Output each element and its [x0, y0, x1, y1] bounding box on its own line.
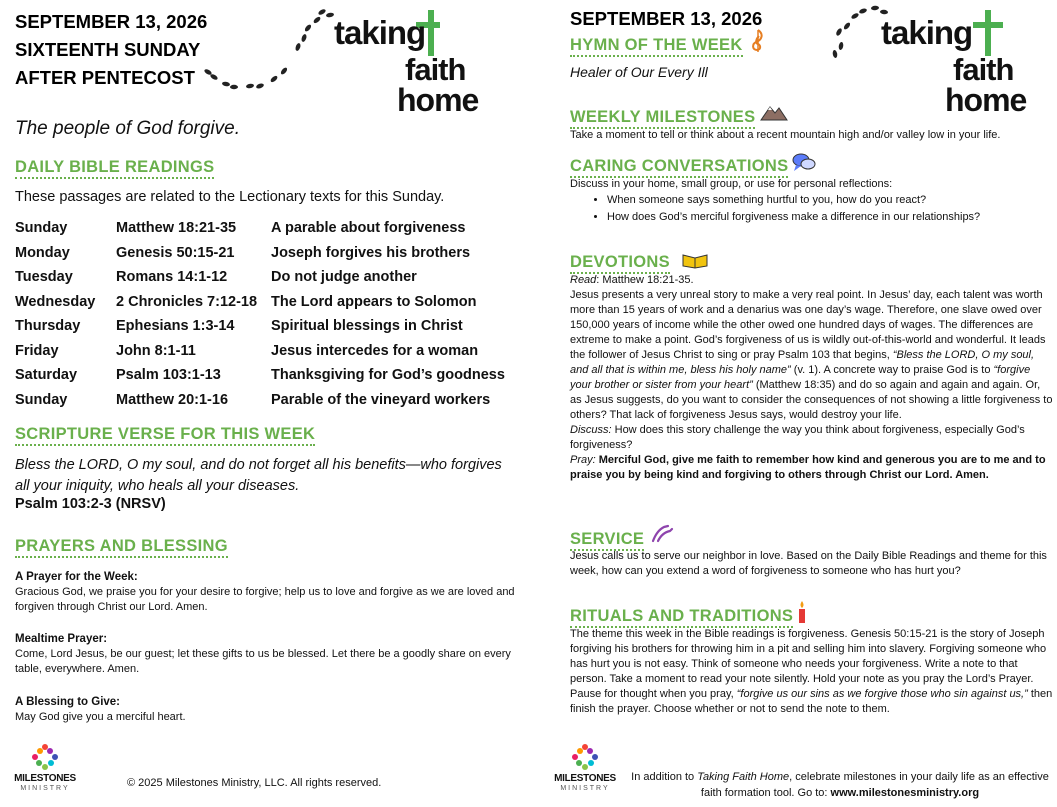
scripture-reference: Psalm 103:2-3 (NRSV): [15, 496, 166, 512]
rituals-part: then finish the prayer. Choose whether or not to send the note to them.: [570, 688, 1053, 715]
section-title-verse: SCRIPTURE VERSE FOR THIS WEEK: [15, 424, 315, 446]
header-date-block: [15, 8, 207, 92]
discuss-text: How does this story challenge the way you think about forgiveness, especially God’s forgiveness?: [570, 424, 1025, 451]
devotion-part: (v. 1). A concrete way to praise God is to: [793, 364, 991, 376]
read-ref: Matthew 18:21-35.: [602, 274, 694, 286]
logo-word-home: home: [397, 82, 479, 118]
candle-icon: [796, 600, 808, 624]
blessing-heading: A Blessing to Give:: [15, 696, 121, 708]
caring-intro: Discuss in your home, small group, or use for personal reflections:: [570, 178, 893, 190]
table-row: [15, 314, 505, 339]
caring-list: [607, 193, 1053, 225]
footer-part: , celebrate milestones in your daily life as an effective faith formation tool. Go to:: [700, 771, 1049, 799]
prayer-week-heading: A Prayer for the Week:: [15, 571, 138, 583]
reading-ref: Matthew 18:21-35: [116, 220, 237, 237]
reading-ref: Romans 14:1-12: [116, 269, 228, 286]
logo-word-taking: taking: [881, 14, 973, 51]
milestones-flower-icon: [550, 743, 620, 773]
section-title-milestones: WEEKLY MILESTONES: [570, 107, 755, 129]
devotion-part: (Matthew 18:35) and do so again and again and again. Or, as Jesus suggests, do you want to consider the consequences of not showing a little forgiveness to others? That lack of forgiveness Jesus says, would destroy your life.: [570, 379, 1053, 421]
blessing-text: May God give you a merciful heart.: [15, 711, 186, 723]
reading-desc: The Lord appears to Solomon: [271, 293, 477, 310]
section-title-service: SERVICE: [570, 529, 644, 551]
mealtime-prayer-block: [15, 632, 520, 677]
milestones-name: MILESTONES: [554, 773, 616, 784]
reading-day: Monday: [15, 244, 70, 261]
reading-desc: Do not judge another: [271, 269, 417, 286]
weekly-theme: The people of God forgive.: [15, 118, 240, 139]
readings-table: [15, 216, 505, 412]
reading-day: Sunday: [15, 220, 68, 237]
milestones-ministry-logo: [10, 743, 80, 801]
section-title-caring: CARING CONVERSATIONS: [570, 156, 788, 178]
discuss-line: [570, 423, 1053, 453]
serving-hands-icon: [650, 523, 674, 545]
list-item: • How does God’s merciful forgiveness make a difference in our relationships?: [607, 210, 1053, 225]
service-text: Jesus calls us to serve our neighbor in love. Based on the Daily Bible Readings and theme for this week, how can you extend a word of forgiveness to someone who has hurt you?: [570, 550, 1047, 577]
section-title-devotions: DEVOTIONS: [570, 252, 670, 274]
reading-desc: Parable of the vineyard workers: [271, 391, 491, 408]
mealtime-text: Come, Lord Jesus, be our guest; let these gifts to us be blessed. Let there be a goodly share on every table, everywhere. Amen.: [15, 648, 511, 675]
pray-text: Merciful God, give me faith to remember how kind and generous you are to me and to praise you by being kind and forgiving to others through Christ our Lord. Amen.: [570, 454, 1046, 481]
devotion-body: [570, 288, 1053, 423]
devotions-block: [570, 273, 1053, 483]
copyright: © 2025 Milestones Ministry, LLC. All rights reserved.: [127, 777, 382, 789]
table-row: [15, 216, 505, 241]
prayer-week-text: Gracious God, we praise you for your desire to forgive; help us to love and forgive as we are loved and forgiven through Christ our Lord. Amen.: [15, 586, 515, 613]
mountain-icon: [760, 102, 788, 122]
rituals-text: [570, 627, 1053, 717]
section-title-readings: DAILY BIBLE READINGS: [15, 157, 214, 179]
reading-day: Wednesday: [15, 293, 96, 310]
header-sunday-line2: AFTER PENTECOST: [15, 67, 195, 88]
logo-word-home: home: [945, 82, 1027, 118]
logo-word-faith: faith: [953, 52, 1014, 87]
table-row: [15, 339, 505, 364]
taking-faith-home-logo: [825, 2, 1055, 118]
footer-italic: Taking Faith Home: [697, 771, 790, 783]
table-row: [15, 265, 505, 290]
readings-intro: These passages are related to the Lectionary texts for this Sunday.: [15, 189, 445, 205]
section-title-prayers: PRAYERS AND BLESSING: [15, 536, 228, 558]
section-title-hymn: HYMN OF THE WEEK: [570, 35, 743, 57]
reading-ref: 2 Chronicles 7:12-18: [116, 293, 258, 310]
reading-ref: Genesis 50:15-21: [116, 244, 235, 261]
reading-ref: John 8:1-11: [116, 342, 196, 359]
reading-ref: Matthew 20:1-16: [116, 391, 229, 408]
footer-url-link[interactable]: www.milestonesministry.org: [830, 787, 980, 799]
table-row: [15, 290, 505, 315]
reading-day: Tuesday: [15, 269, 73, 286]
cross-icon: [973, 10, 1003, 56]
reading-desc: Spiritual blessings in Christ: [271, 318, 463, 335]
speech-bubbles-icon: [791, 151, 817, 173]
devotion-quote: “forgive your brother or sister from your heart”: [570, 364, 1031, 391]
devotion-part: Jesus presents a very unreal story to make a very real point. In Jesus’ day, each talent was worth more than 15 years of work and a denarius was one day’s wage. Therefore, one slave owed over 150,000 years of income while the other owed one hundred days of wages. The differences are extreme to make a point. God’s forgiveness of us is wildly out-of-this-world and wonderful. It leads the follower of Jesus Christ to sing or pray Psalm 103 that begins,: [570, 289, 1046, 361]
table-row: [15, 241, 505, 266]
reading-desc: Joseph forgives his brothers: [271, 244, 471, 261]
table-row: [15, 388, 505, 413]
reading-day: Friday: [15, 342, 59, 359]
pray-line: [570, 453, 1053, 483]
rituals-quote: “forgive us our sins as we forgive those who sin against us,”: [736, 688, 1028, 700]
list-item: • When someone says something hurtful to you, how do you react?: [607, 193, 1053, 208]
right-page: [555, 0, 1057, 807]
milestones-flower-icon: [10, 743, 80, 773]
reading-ref: Psalm 103:1-13: [116, 367, 221, 384]
reading-desc: Jesus intercedes for a woman: [271, 342, 479, 359]
reading-day: Thursday: [15, 318, 81, 335]
footer-text: [625, 769, 1055, 801]
footer-part: In addition to: [631, 771, 695, 783]
logo-word-taking: taking: [334, 14, 426, 51]
reading-ref: Ephesians 1:3-14: [116, 318, 235, 335]
blessing-block: [15, 695, 520, 725]
scripture-verse: Bless the LORD, O my soul, and do not forget all his benefits—who forgives all your iniquity, who heals all your diseases.: [15, 457, 502, 494]
reading-day: Saturday: [15, 367, 78, 384]
milestones-name: MILESTONES: [14, 773, 76, 784]
read-line: Read: Matthew 18:21-35.: [570, 274, 694, 286]
milestones-ministry-logo: [550, 743, 620, 801]
header-sunday-line1: SIXTEENTH SUNDAY: [15, 39, 201, 60]
devotion-quote: “Bless the LORD, O my soul, and all that is within me, bless his holy name”: [570, 349, 1035, 376]
mealtime-heading: Mealtime Prayer:: [15, 633, 108, 645]
right-header-date: SEPTEMBER 13, 2026: [570, 8, 763, 29]
caring-block: [570, 177, 1053, 227]
reading-day: Sunday: [15, 391, 68, 408]
hymn-title: Healer of Our Every Ill: [570, 64, 708, 80]
section-title-rituals: RITUALS AND TRADITIONS: [570, 606, 793, 628]
taking-faith-home-logo: [200, 2, 479, 118]
reading-desc: Thanksgiving for God’s goodness: [271, 367, 505, 384]
table-row: [15, 363, 505, 388]
prayer-week-block: [15, 570, 520, 615]
left-page: [0, 0, 528, 807]
rituals-part: The theme this week in the Bible readings is forgiveness. Genesis 50:15-21 is the story of Joseph forgiving his brothers for throwing him in a pit and selling him into slavery. Forgiving someone who has hurt you is not easy. Think of someone who needs your forgiveness. Write a note to that person. Take a moment to read your note silently. Hold your note as you pray the Lord’s Prayer. Pause for thought when you pray,: [570, 628, 1047, 700]
music-note-icon: [750, 28, 766, 54]
milestones-sub: MINISTRY: [20, 785, 70, 792]
header-date: SEPTEMBER 13, 2026: [15, 11, 208, 32]
read-label: Read: [570, 274, 597, 286]
milestones-sub: MINISTRY: [560, 785, 610, 792]
milestones-text: Take a moment to tell or think about a recent mountain high and/or valley low in your life.: [570, 129, 1001, 141]
logo-word-faith: faith: [405, 52, 466, 87]
open-book-icon: [681, 249, 709, 269]
reading-desc: A parable about forgiveness: [271, 220, 466, 237]
pray-label: Pray:: [570, 454, 596, 466]
discuss-label: Discuss:: [570, 424, 612, 436]
